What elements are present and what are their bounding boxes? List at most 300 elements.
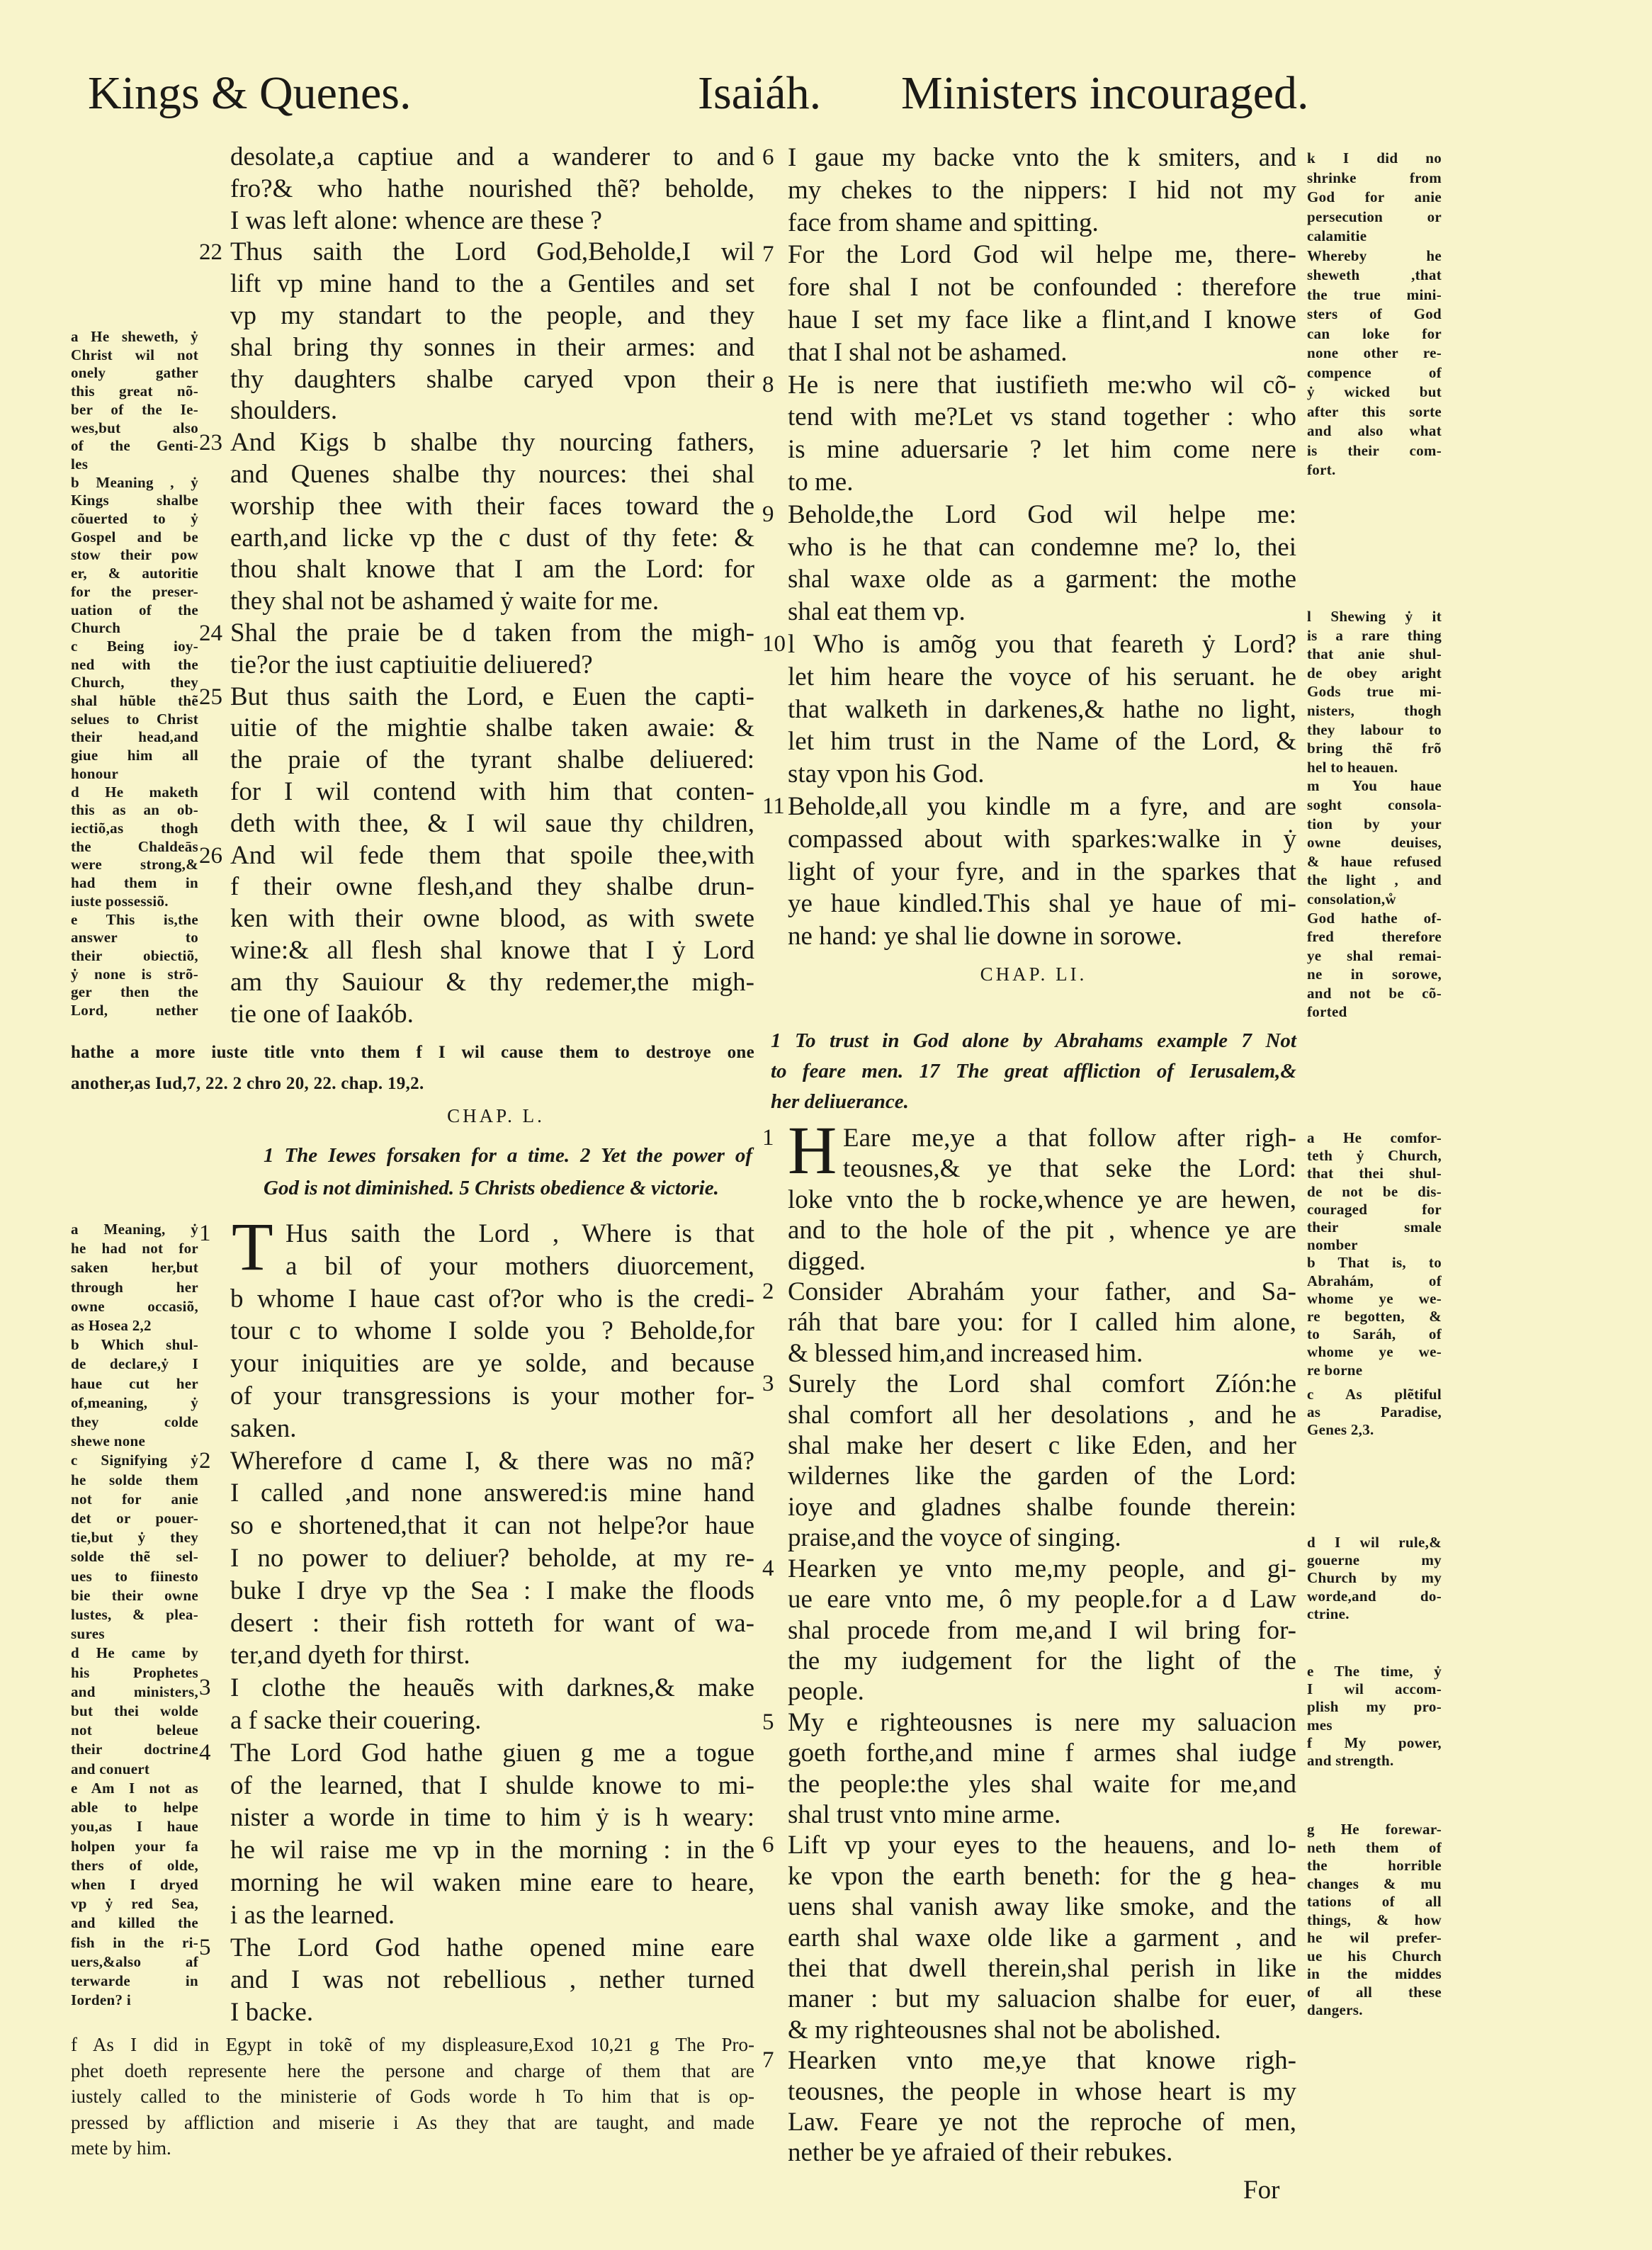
line-text: d I wil rule,& <box>1307 1534 1442 1551</box>
line-text: Whereby he <box>1307 247 1442 264</box>
line-text: as Hosea 2,2 <box>71 1317 152 1335</box>
verse-number: 7 <box>762 242 774 268</box>
line-text: The Lord God hathe giuen g me a togue <box>230 1738 754 1768</box>
text-line <box>199 682 754 713</box>
text-line <box>71 765 198 784</box>
text-line <box>71 601 198 620</box>
line-text: let him trust in the Name of the Lord, & <box>788 727 1296 757</box>
line-text: Gods true mi- <box>1307 683 1442 701</box>
line-text: but thei wolde <box>71 1702 198 1720</box>
text-line <box>230 808 754 840</box>
text-line <box>230 300 754 332</box>
line-text: a f sacke their couering. <box>230 1705 482 1735</box>
line-text: they colde <box>71 1413 198 1431</box>
line-text: iectiõ,as thogh <box>71 819 198 837</box>
text-line <box>71 1972 198 1991</box>
line-text: Eare me,ye a that follow after righ- <box>843 1124 1296 1153</box>
text-line <box>230 776 754 808</box>
line-text: the true mini- <box>1307 286 1442 303</box>
line-text: Beholde,all you kindle m a fyre, and are <box>788 791 1296 821</box>
line-text: not for anie <box>71 1490 198 1508</box>
line-text: wine:& all flesh shal knowe that I ẏ Lord <box>230 935 754 965</box>
line-text: sters of God <box>1307 305 1442 322</box>
line-text: fish in the ri- <box>71 1933 198 1951</box>
text-line <box>199 1218 754 1250</box>
text-line <box>1307 227 1442 247</box>
line-text: b That is, to <box>1307 1254 1442 1272</box>
text-line <box>788 1400 1296 1430</box>
text-line <box>230 586 754 618</box>
text-line <box>788 1892 1296 1922</box>
line-text: her deliuerance. <box>771 1090 909 1113</box>
text-line <box>788 401 1296 434</box>
text-line <box>788 823 1296 856</box>
line-text: he had not for <box>71 1240 198 1257</box>
line-text: Law. Feare ye not the reproche of men, <box>788 2108 1296 2137</box>
line-text: the horrible <box>1307 1857 1442 1874</box>
line-text: tion by your <box>1307 815 1442 832</box>
text-line <box>762 1277 1296 1307</box>
text-line <box>1307 776 1442 796</box>
text-line <box>1307 460 1442 480</box>
text-line <box>788 1769 1296 1799</box>
text-line <box>71 510 198 528</box>
text-line <box>1307 1343 1442 1361</box>
line-text: Church by my <box>1307 1569 1442 1587</box>
right-margin-note-a-b <box>1307 1129 1442 1379</box>
text-line <box>1307 247 1442 266</box>
text-line <box>71 1471 198 1490</box>
line-text: 1 The Iewes forsaken for a time. 2 Yet the power of <box>264 1144 752 1167</box>
verse-number: 11 <box>762 793 785 819</box>
text-line <box>230 268 754 300</box>
line-text: For the Lord God wil helpe me, there- <box>788 240 1296 270</box>
line-text: ye shal remai- <box>1307 946 1442 964</box>
line-text: Christ wil not <box>71 346 198 363</box>
left-note-continuation <box>71 1037 754 1099</box>
right-margin-note-c <box>1307 1386 1442 1440</box>
text-line <box>788 2076 1296 2107</box>
line-text: holpen your fa <box>71 1837 198 1855</box>
line-text: hathe a more iuste title vnto them f I wil cause them to destroye one <box>71 1043 754 1062</box>
text-line <box>788 725 1296 758</box>
text-line <box>1307 1984 1442 2002</box>
chapter-50-argument <box>264 1139 752 1204</box>
line-text: les <box>71 455 89 473</box>
text-line <box>788 1676 1296 1707</box>
chapter-51-argument <box>771 1026 1296 1117</box>
text-line <box>199 1932 754 1964</box>
line-text: is their com- <box>1307 441 1442 459</box>
line-text: a bil of your mothers diuorcement, <box>285 1251 754 1281</box>
line-text: loke vnto the b rocke,whence ye are hewen, <box>788 1185 1296 1214</box>
line-text: in the middes <box>1307 1965 1442 1982</box>
text-line <box>1307 1839 1442 1858</box>
line-text: let him heare the voyce of his seruant. he <box>788 662 1296 691</box>
line-text: your iniquities are ye solde, and because <box>230 1349 754 1379</box>
line-text: haue I set my face like a flint,and I knowe <box>788 305 1296 334</box>
text-line <box>71 2084 754 2110</box>
line-text: And wil fede them that spoile thee,with <box>230 840 754 870</box>
line-text: & my righteousnes shal not be abolished. <box>788 2015 1221 2045</box>
line-text: shal waxe olde as a garment: the mothe <box>788 565 1296 594</box>
text-line <box>71 565 198 583</box>
line-text: haue cut her <box>71 1374 198 1392</box>
text-line <box>71 1663 198 1683</box>
text-line <box>230 1607 754 1640</box>
text-line <box>230 1899 754 1932</box>
text-line <box>230 1867 754 1899</box>
line-text: can loke for <box>1307 324 1442 342</box>
line-text: goeth forthe,and mine f armes shal iudge <box>788 1739 1296 1768</box>
line-text: dangers. <box>1307 2001 1363 2018</box>
text-line <box>1307 149 1442 169</box>
text-line <box>1307 701 1442 720</box>
left-margin-notes-2 <box>71 1220 198 2010</box>
line-text: ues to fiinesto <box>71 1567 198 1585</box>
line-text: c Signifying ẏ <box>71 1452 198 1469</box>
line-text: fro?& who hathe nourished thẽ? beholde, <box>230 174 754 203</box>
text-line <box>71 1683 198 1702</box>
text-line <box>230 1347 754 1380</box>
text-line <box>1307 1219 1442 1236</box>
text-line <box>71 728 198 747</box>
line-text: a Meaning, ẏ <box>71 1221 198 1238</box>
text-line <box>788 1584 1296 1615</box>
text-line <box>788 304 1296 337</box>
text-line <box>1307 1605 1442 1623</box>
line-text: & blessed him,and increased him. <box>788 1338 1143 1368</box>
line-text: fort. <box>1307 461 1336 478</box>
line-text: uers,&also af <box>71 1952 198 1970</box>
text-line <box>1307 1821 1442 1839</box>
text-line <box>71 1875 198 1894</box>
text-line <box>762 628 1296 661</box>
text-line <box>71 656 198 674</box>
text-line <box>71 456 198 474</box>
line-text: Kings shalbe <box>71 492 198 509</box>
line-text: g He forewar- <box>1307 1821 1442 1838</box>
line-text: shal bring thy sonnes in their armes: and <box>230 332 754 362</box>
text-line <box>1307 1308 1442 1325</box>
line-text: to feare men. 17 The great affliction of Ierusalem,& <box>771 1060 1296 1082</box>
line-text: my chekes to the nippers: I hid not my <box>788 175 1296 205</box>
line-text: 1 To trust in God alone by Abrahams example 7 Not <box>771 1029 1296 1052</box>
line-text: ber of the Ie- <box>71 400 198 418</box>
text-line <box>71 437 198 456</box>
catchword: For <box>1243 2176 1280 2205</box>
line-text: and also what <box>1307 422 1442 439</box>
text-line <box>1307 402 1442 422</box>
line-text: consolation,ẘ <box>1307 890 1396 908</box>
line-text: f My power, <box>1307 1734 1442 1751</box>
line-text: their obiectiõ, <box>71 946 198 964</box>
line-text: I wil accom- <box>1307 1680 1442 1698</box>
text-line <box>71 929 198 947</box>
line-text: whome ye we- <box>1307 1343 1442 1361</box>
text-line <box>230 745 754 776</box>
text-line <box>71 1798 198 1817</box>
text-line <box>1307 909 1442 928</box>
text-line <box>1307 169 1442 188</box>
line-text: face from shame and spitting. <box>788 208 1099 237</box>
line-text: and not be cõ- <box>1307 984 1442 1002</box>
line-text: of the Genti- <box>71 437 198 455</box>
text-line <box>1307 927 1442 946</box>
line-text: that anie shul- <box>1307 645 1442 663</box>
line-text: able to helpe <box>71 1799 198 1816</box>
line-text: compassed about with sparkes:walke in ẏ <box>788 824 1296 854</box>
text-line <box>71 383 198 401</box>
line-text: vp ẏ red Sea, <box>71 1895 198 1913</box>
text-line <box>230 1413 754 1445</box>
text-line <box>1307 1403 1442 1421</box>
line-text: plish my pro- <box>1307 1698 1442 1716</box>
text-line <box>788 1923 1296 1953</box>
line-text: mete by him. <box>71 2137 171 2159</box>
text-line <box>71 747 198 765</box>
text-line <box>71 1413 198 1432</box>
text-line <box>71 1605 198 1624</box>
text-line <box>1307 852 1442 871</box>
line-text: det or pouer- <box>71 1510 198 1527</box>
text-line <box>71 583 198 601</box>
line-text: you,as I haue <box>71 1818 198 1836</box>
text-line <box>199 840 754 872</box>
text-line <box>230 554 754 586</box>
text-line <box>788 1984 1296 2014</box>
line-text: Beholde,the Lord God wil helpe me: <box>788 499 1296 529</box>
line-text: I backe. <box>230 1998 314 2028</box>
line-text: teth ẏ Church, <box>1307 1147 1442 1165</box>
line-text: God is not diminished. 5 Christs obedience & victorie. <box>264 1177 719 1199</box>
left-column-text-isaiah-49 <box>199 142 754 1030</box>
line-text: whome ye we- <box>1307 1289 1442 1307</box>
chapter-heading-50: CHAP. L. <box>447 1105 545 1126</box>
line-text: nomber <box>1307 1236 1358 1254</box>
text-line <box>71 893 198 911</box>
running-head-left: Kings & Quenes. <box>88 67 412 119</box>
text-line <box>71 1002 198 1020</box>
text-line <box>1307 1929 1442 1947</box>
text-line <box>1307 383 1442 402</box>
right-margin-note-d <box>1307 1534 1442 1623</box>
text-line <box>762 791 1296 823</box>
text-line <box>71 1721 198 1740</box>
right-column-text-isaiah-51 <box>762 1123 1296 2169</box>
line-text: were strong,& <box>71 856 198 874</box>
text-line <box>1307 815 1442 834</box>
text-line <box>71 619 198 638</box>
line-text: saken. <box>230 1413 297 1443</box>
line-text: nisters, thogh <box>1307 701 1442 719</box>
text-line <box>71 1068 754 1099</box>
line-text: the light , and <box>1307 871 1442 889</box>
right-margin-note-k <box>1307 149 1442 480</box>
line-text: God hathe of- <box>1307 909 1442 927</box>
text-line <box>1307 626 1442 645</box>
text-line <box>71 1374 198 1393</box>
text-line <box>264 1172 752 1204</box>
text-line <box>230 1964 754 1996</box>
text-line <box>71 801 198 820</box>
verse-number: 6 <box>762 1832 774 1858</box>
line-text: & haue refused <box>1307 852 1442 870</box>
text-line <box>1307 441 1442 461</box>
line-text: honour <box>71 764 119 782</box>
text-line <box>230 1542 754 1575</box>
line-text: his Prophetes <box>71 1663 198 1681</box>
text-line <box>230 1705 754 1737</box>
text-line <box>788 563 1296 596</box>
right-margin-note-l-m <box>1307 607 1442 1022</box>
line-text: soght consola- <box>1307 796 1442 813</box>
text-line <box>71 911 198 929</box>
text-line <box>843 1153 1296 1184</box>
text-line <box>788 888 1296 920</box>
running-head-book: Isaiáh. <box>698 67 822 119</box>
text-line <box>71 1856 198 1875</box>
line-text: shal make her desert c like Eden, and her <box>788 1431 1296 1461</box>
line-text: tie one of Iaakób. <box>230 999 414 1029</box>
text-line <box>71 1239 198 1258</box>
text-line <box>71 1451 198 1470</box>
text-line <box>71 674 198 692</box>
line-text: sures <box>71 1625 105 1643</box>
line-text: ned with the <box>71 655 198 673</box>
verse-number: 1 <box>199 1221 211 1246</box>
text-line <box>1307 324 1442 344</box>
text-line <box>788 174 1296 207</box>
text-line <box>1307 1947 1442 1966</box>
line-text: saken her,but <box>71 1259 198 1277</box>
line-text: wes,but also <box>71 419 198 436</box>
text-line <box>71 820 198 838</box>
line-text: Church <box>71 619 121 637</box>
line-text: owne deuises, <box>1307 834 1442 852</box>
text-line <box>230 1770 754 1802</box>
text-line <box>230 999 754 1031</box>
line-text: and strength. <box>1307 1752 1394 1770</box>
text-line <box>230 1996 754 2029</box>
right-margin-note-g <box>1307 1821 1442 2020</box>
footnotes <box>71 2032 754 2161</box>
text-line <box>788 207 1296 239</box>
text-line <box>1307 344 1442 363</box>
text-line <box>1307 1386 1442 1403</box>
line-text: when I dryed <box>71 1875 198 1893</box>
text-line <box>71 346 198 365</box>
verse-number: 7 <box>762 2047 774 2074</box>
text-line <box>788 2107 1296 2137</box>
text-line <box>199 237 754 268</box>
line-text: Genes 2,3. <box>1307 1421 1374 1439</box>
line-text: things, & how <box>1307 1911 1442 1928</box>
line-text: they shal not be ashamed ẏ waite for me. <box>230 587 660 616</box>
text-line <box>788 1799 1296 1830</box>
text-line <box>71 1817 198 1836</box>
line-text: changes & mu <box>1307 1875 1442 1892</box>
text-line <box>1307 1236 1442 1254</box>
line-text: ioye and gladnes shalbe founde therein: <box>788 1492 1296 1522</box>
verse-number: 23 <box>199 430 222 456</box>
text-line <box>1307 1421 1442 1439</box>
line-text: Hearken vnto me,ye that knowe righ- <box>788 2046 1296 2076</box>
text-line <box>1307 1698 1442 1716</box>
text-line <box>71 1490 198 1509</box>
text-line <box>1307 208 1442 227</box>
line-text: of your transgressions is your mother for- <box>230 1381 754 1411</box>
line-text: But thus saith the Lord, e Euen the capti- <box>230 682 754 711</box>
verse-number: 5 <box>762 1709 774 1735</box>
line-text: their smale <box>1307 1219 1442 1236</box>
line-text: ẏ wicked but <box>1307 383 1442 400</box>
verse-number: 3 <box>199 1675 211 1701</box>
text-line <box>788 1953 1296 1984</box>
line-text: persecution or <box>1307 208 1442 225</box>
line-text: the Chaldeās <box>71 837 198 855</box>
line-text: i as the learned. <box>230 1900 395 1930</box>
line-text: b Which shul- <box>71 1336 198 1354</box>
line-text: for I wil contend with him that conten- <box>230 776 754 806</box>
line-text: k I did no <box>1307 149 1442 166</box>
text-line <box>1307 1290 1442 1308</box>
text-line <box>71 2135 754 2161</box>
text-line <box>1307 305 1442 324</box>
line-text: sheweth ,that <box>1307 266 1442 283</box>
text-line <box>788 596 1296 628</box>
line-text: onely gather <box>71 364 198 382</box>
text-line <box>788 856 1296 888</box>
verse-number: 2 <box>762 1279 774 1305</box>
line-text: Lord, nether <box>71 1002 198 1019</box>
line-text: neth them of <box>1307 1838 1442 1856</box>
text-line <box>788 337 1296 369</box>
text-line <box>788 661 1296 694</box>
text-line <box>71 1702 198 1721</box>
text-line <box>230 903 754 935</box>
text-line <box>762 369 1296 402</box>
text-line <box>71 947 198 966</box>
text-line <box>771 1056 1296 1087</box>
text-line <box>71 1740 198 1759</box>
line-text: not beleue <box>71 1722 198 1739</box>
text-line <box>1307 720 1442 740</box>
text-line <box>285 1250 754 1283</box>
line-text: to me. <box>788 467 854 497</box>
line-text: tie?or the iust captiuitie deliuered? <box>230 650 593 679</box>
text-line <box>199 1672 754 1705</box>
line-text: and I was not rebellious , nether turned <box>230 1965 754 1995</box>
running-head-right: Ministers incouraged. <box>901 67 1309 119</box>
line-text: ken with their owne blood, as with swete <box>230 904 754 934</box>
chapter-heading-51: CHAP. LI. <box>980 963 1087 985</box>
line-text: f their owne flesh,and they shalbe drun- <box>230 872 754 902</box>
text-line <box>71 638 198 656</box>
text-line <box>71 692 198 711</box>
text-line <box>71 528 198 547</box>
line-text: uitie of the mightie shalbe taken awaie: & <box>230 713 754 743</box>
line-text: The Lord God hathe opened mine eare <box>230 1933 754 1962</box>
text-line <box>1307 645 1442 664</box>
line-text: Iorden? i <box>71 1991 131 2009</box>
right-column-text-isaiah-50 <box>762 142 1296 953</box>
text-line <box>788 1461 1296 1491</box>
line-text: selues to Christ <box>71 710 198 728</box>
line-text: am thy Sauiour & thy redemer,the migh- <box>230 967 754 997</box>
text-line <box>71 1393 198 1413</box>
text-line <box>1307 266 1442 286</box>
